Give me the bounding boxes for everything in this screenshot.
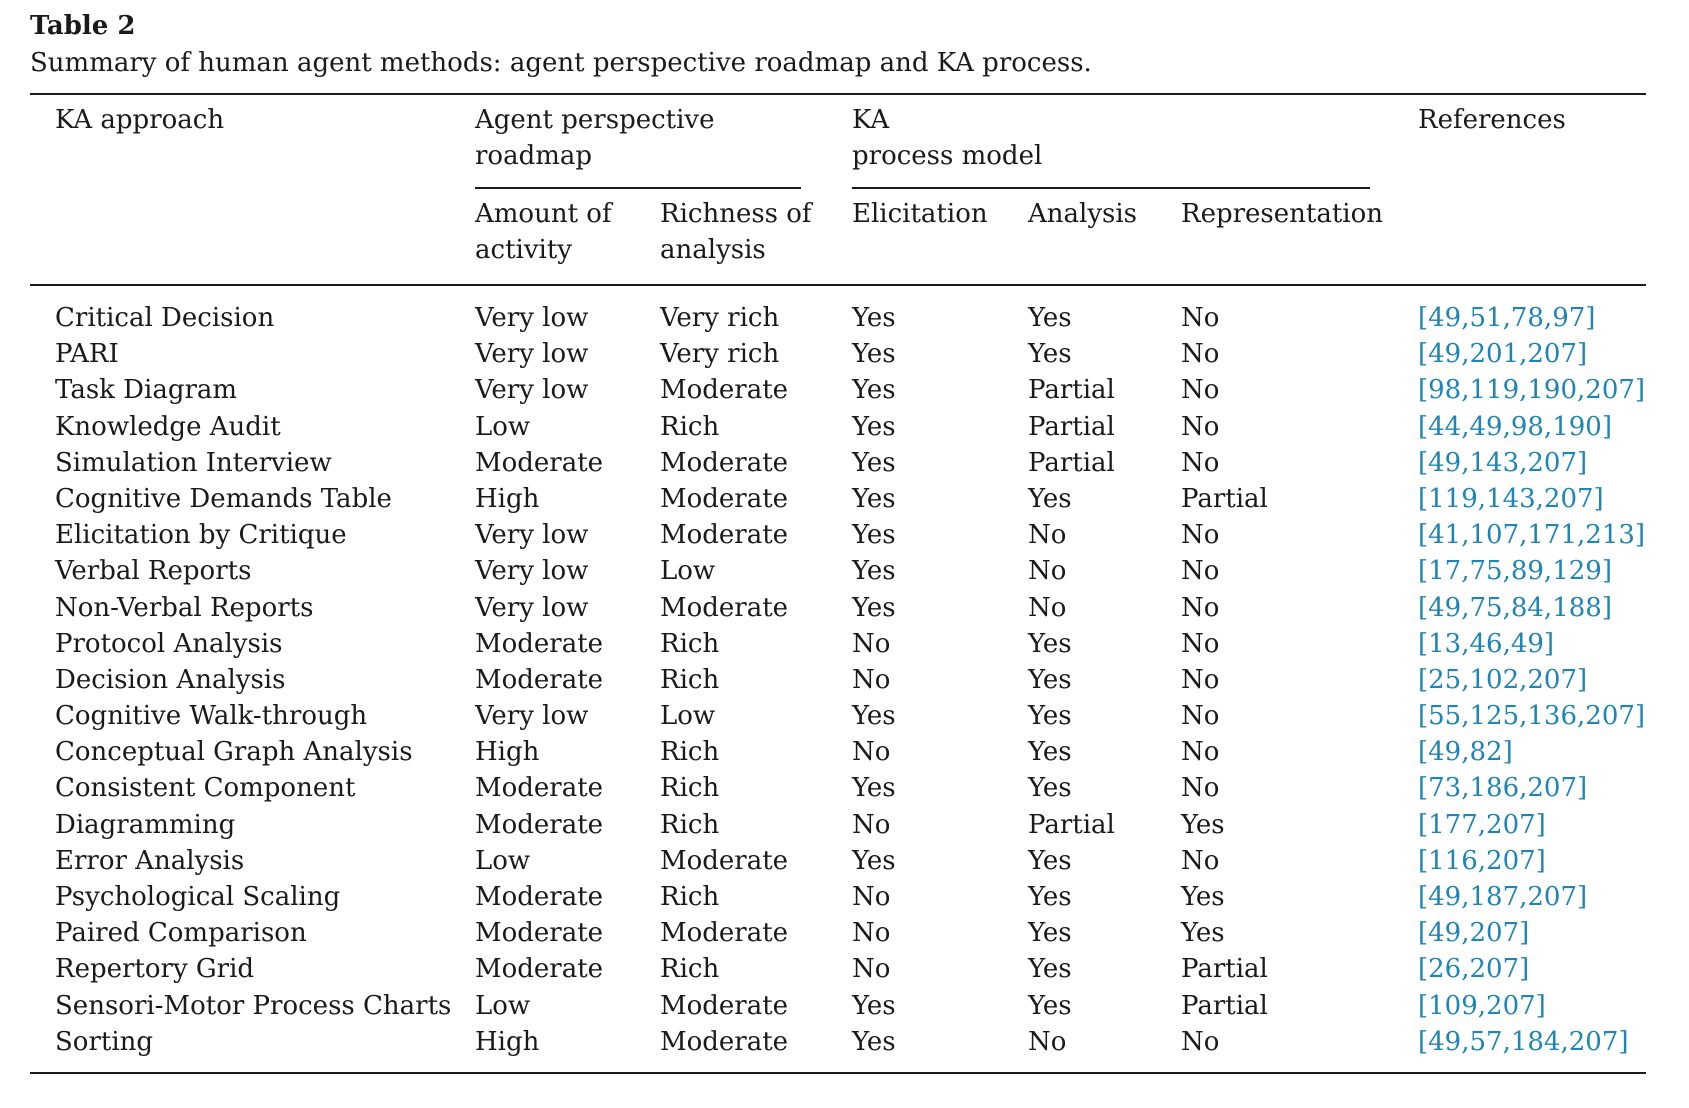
table-row	[0, 336, 1689, 372]
cell-analysis: Yes	[1028, 664, 1072, 695]
cell-amount: Very low	[475, 520, 589, 551]
header-agent-group-line1: Agent perspective	[475, 105, 715, 135]
cell-representation: No	[1181, 303, 1220, 333]
table-row	[0, 553, 1689, 589]
reference-link[interactable]: [49,51,78,97]	[1418, 303, 1596, 333]
cell-amount: Moderate	[475, 882, 604, 912]
cell-approach: Consistent Component	[55, 773, 356, 804]
header-richness-line2: analysis	[660, 235, 766, 265]
table-row	[0, 590, 1689, 626]
reference-link[interactable]: [49,207]	[1418, 918, 1530, 949]
cell-amount: Very low	[475, 556, 589, 587]
cell-approach: Error Analysis	[55, 845, 245, 876]
cell-representation: No	[1181, 556, 1220, 587]
reference-link[interactable]: [26,207]	[1418, 954, 1530, 985]
cell-amount: High	[475, 737, 540, 768]
cell-representation: No	[1181, 737, 1220, 768]
cell-analysis: No	[1028, 556, 1067, 587]
reference-link[interactable]: [73,186,207]	[1418, 773, 1588, 804]
cell-elicitation: Yes	[852, 990, 896, 1021]
reference-link[interactable]: [98,119,190,207]	[1418, 375, 1646, 406]
cell-analysis: Yes	[1028, 845, 1072, 876]
cell-amount: Low	[475, 845, 531, 876]
cell-representation: No	[1181, 447, 1220, 478]
cell-elicitation: Yes	[852, 375, 896, 406]
cell-analysis: No	[1028, 1026, 1067, 1057]
reference-link[interactable]: [119,143,207]	[1418, 483, 1604, 514]
cell-amount: Moderate	[475, 447, 604, 478]
table-row	[0, 951, 1689, 987]
header-agent-group-line2: roadmap	[475, 141, 593, 171]
cell-amount: Moderate	[475, 664, 604, 695]
reference-link[interactable]: [17,75,89,129]	[1418, 556, 1612, 587]
cell-richness: Rich	[660, 882, 720, 912]
cell-amount: Low	[475, 411, 531, 442]
cell-amount: Very low	[475, 339, 589, 370]
cell-richness: Moderate	[660, 447, 789, 478]
cell-analysis: Partial	[1028, 411, 1115, 442]
cell-analysis: Yes	[1028, 918, 1072, 949]
table-row	[0, 662, 1689, 698]
cell-representation: No	[1181, 701, 1220, 732]
reference-link[interactable]: [44,49,98,190]	[1418, 411, 1612, 442]
reference-link[interactable]: [49,57,184,207]	[1418, 1026, 1629, 1057]
header-ka-group-line2: process model	[852, 141, 1043, 171]
top-rule	[30, 93, 1646, 95]
table-row	[0, 807, 1689, 843]
cell-approach: Repertory Grid	[55, 954, 255, 985]
reference-link[interactable]: [49,82]	[1418, 737, 1513, 768]
cell-analysis: Partial	[1028, 447, 1115, 478]
cell-approach: Cognitive Walk-through	[55, 701, 368, 732]
reference-link[interactable]: [49,143,207]	[1418, 447, 1588, 478]
cell-elicitation: No	[852, 664, 891, 695]
cell-analysis: Yes	[1028, 303, 1072, 333]
cell-richness: Moderate	[660, 845, 789, 876]
header-ka-group-line1: KA	[852, 105, 890, 135]
table-caption: Summary of human agent methods: agent perspective roadmap and KA process.	[30, 48, 1092, 78]
cell-elicitation: Yes	[852, 845, 896, 876]
table-row	[0, 734, 1689, 770]
cell-representation: No	[1181, 845, 1220, 876]
cell-analysis: Yes	[1028, 990, 1072, 1021]
cell-representation: Yes	[1181, 882, 1225, 912]
cell-richness: Moderate	[660, 483, 789, 514]
table-row	[0, 300, 1689, 336]
cell-amount: High	[475, 483, 540, 514]
cell-representation: No	[1181, 339, 1220, 370]
header-references: References	[1418, 105, 1566, 135]
cell-representation: No	[1181, 592, 1220, 623]
cell-approach: Psychological Scaling	[55, 882, 341, 912]
table-row	[0, 481, 1689, 517]
cell-approach: Non-Verbal Reports	[55, 592, 314, 623]
cell-elicitation: Yes	[852, 339, 896, 370]
cell-richness: Moderate	[660, 918, 789, 949]
cell-elicitation: Yes	[852, 701, 896, 732]
cell-representation: Partial	[1181, 483, 1268, 514]
cell-elicitation: Yes	[852, 411, 896, 442]
header-amount-line2: activity	[475, 235, 572, 265]
cell-representation: No	[1181, 628, 1220, 659]
cell-richness: Rich	[660, 773, 720, 804]
cell-representation: Yes	[1181, 918, 1225, 949]
cell-representation: Yes	[1181, 809, 1225, 840]
header-amount-line1: Amount of	[475, 199, 612, 229]
cell-elicitation: No	[852, 882, 891, 912]
cell-richness: Moderate	[660, 1026, 789, 1057]
cell-representation: No	[1181, 664, 1220, 695]
cell-amount: Moderate	[475, 628, 604, 659]
cell-richness: Low	[660, 556, 716, 587]
cell-richness: Rich	[660, 737, 720, 768]
bottom-rule	[30, 1072, 1646, 1074]
header-richness-line1: Richness of	[660, 199, 812, 229]
cell-analysis: Yes	[1028, 339, 1072, 370]
cell-amount: Moderate	[475, 809, 604, 840]
cell-approach: Verbal Reports	[55, 556, 252, 587]
cell-elicitation: No	[852, 954, 891, 985]
cell-richness: Rich	[660, 954, 720, 985]
table-row	[0, 843, 1689, 879]
cell-amount: Moderate	[475, 954, 604, 985]
cell-approach: Sensori-Motor Process Charts	[55, 990, 452, 1021]
cell-elicitation: Yes	[852, 447, 896, 478]
cell-amount: High	[475, 1026, 540, 1057]
cell-richness: Moderate	[660, 520, 789, 551]
cell-representation: Partial	[1181, 954, 1268, 985]
cell-approach: Task Diagram	[55, 375, 238, 406]
cell-elicitation: No	[852, 737, 891, 768]
reference-link[interactable]: [116,207]	[1418, 845, 1546, 876]
cell-richness: Moderate	[660, 990, 789, 1021]
ka-group-underline	[852, 187, 1370, 189]
cell-analysis: Yes	[1028, 737, 1072, 768]
header-elicitation: Elicitation	[852, 199, 988, 229]
cell-richness: Rich	[660, 628, 720, 659]
table-body	[0, 300, 1689, 1060]
reference-link[interactable]: [41,107,171,213]	[1418, 520, 1646, 551]
cell-elicitation: Yes	[852, 556, 896, 587]
cell-approach: Elicitation by Critique	[55, 520, 347, 551]
table-row	[0, 988, 1689, 1024]
cell-approach: Sorting	[55, 1026, 154, 1057]
cell-representation: No	[1181, 1026, 1220, 1057]
table-row	[0, 698, 1689, 734]
table-row	[0, 1024, 1689, 1060]
cell-analysis: Yes	[1028, 483, 1072, 514]
reference-link[interactable]: [55,125,136,207]	[1418, 701, 1646, 732]
cell-analysis: No	[1028, 592, 1067, 623]
cell-amount: Moderate	[475, 773, 604, 804]
cell-approach: PARI	[55, 339, 119, 370]
table-row	[0, 372, 1689, 408]
cell-richness: Moderate	[660, 375, 789, 406]
reference-link[interactable]: [109,207]	[1418, 990, 1546, 1021]
cell-elicitation: Yes	[852, 520, 896, 551]
cell-representation: No	[1181, 375, 1220, 406]
table-row	[0, 770, 1689, 806]
table-row	[0, 879, 1689, 915]
reference-link[interactable]: [13,46,49]	[1418, 628, 1555, 659]
cell-approach: Cognitive Demands Table	[55, 483, 392, 514]
cell-approach: Decision Analysis	[55, 664, 286, 695]
cell-analysis: Partial	[1028, 809, 1115, 840]
cell-analysis: No	[1028, 520, 1067, 551]
table-row	[0, 517, 1689, 553]
cell-richness: Moderate	[660, 592, 789, 623]
header-representation: Representation	[1181, 199, 1384, 229]
cell-elicitation: Yes	[852, 773, 896, 804]
cell-elicitation: No	[852, 809, 891, 840]
reference-link[interactable]: [49,201,207]	[1418, 339, 1588, 370]
cell-analysis: Yes	[1028, 701, 1072, 732]
agent-group-underline	[475, 187, 801, 189]
cell-elicitation: Yes	[852, 483, 896, 514]
cell-approach: Simulation Interview	[55, 447, 332, 478]
table-row	[0, 445, 1689, 481]
reference-link[interactable]: [49,75,84,188]	[1418, 592, 1612, 623]
cell-amount: Very low	[475, 592, 589, 623]
cell-amount: Moderate	[475, 918, 604, 949]
cell-amount: Low	[475, 990, 531, 1021]
header-ka-approach: KA approach	[55, 105, 225, 135]
reference-link[interactable]: [177,207]	[1418, 809, 1546, 840]
cell-approach: Diagramming	[55, 809, 236, 840]
cell-analysis: Partial	[1028, 375, 1115, 406]
cell-elicitation: Yes	[852, 1026, 896, 1057]
cell-elicitation: No	[852, 918, 891, 949]
cell-representation: No	[1181, 520, 1220, 551]
cell-richness: Very rich	[660, 303, 780, 333]
cell-amount: Very low	[475, 303, 589, 333]
cell-representation: No	[1181, 411, 1220, 442]
cell-elicitation: Yes	[852, 592, 896, 623]
cell-richness: Rich	[660, 809, 720, 840]
cell-approach: Protocol Analysis	[55, 628, 283, 659]
cell-amount: Very low	[475, 701, 589, 732]
cell-analysis: Yes	[1028, 773, 1072, 804]
cell-analysis: Yes	[1028, 954, 1072, 985]
table-row	[0, 915, 1689, 951]
cell-richness: Very rich	[660, 339, 780, 370]
cell-richness: Rich	[660, 411, 720, 442]
cell-approach: Paired Comparison	[55, 918, 307, 949]
reference-link[interactable]: [49,187,207]	[1418, 882, 1588, 912]
cell-approach: Knowledge Audit	[55, 411, 281, 442]
cell-approach: Conceptual Graph Analysis	[55, 737, 413, 768]
cell-representation: No	[1181, 773, 1220, 804]
cell-elicitation: Yes	[852, 303, 896, 333]
cell-analysis: Yes	[1028, 628, 1072, 659]
cell-elicitation: No	[852, 628, 891, 659]
table-row	[0, 626, 1689, 662]
cell-approach: Critical Decision	[55, 303, 275, 333]
header-rule	[30, 284, 1646, 286]
cell-richness: Low	[660, 701, 716, 732]
cell-analysis: Yes	[1028, 882, 1072, 912]
cell-representation: Partial	[1181, 990, 1268, 1021]
table-row	[0, 409, 1689, 445]
header-analysis: Analysis	[1028, 199, 1138, 229]
cell-amount: Very low	[475, 375, 589, 406]
cell-richness: Rich	[660, 664, 720, 695]
table-label: Table 2	[30, 11, 136, 41]
reference-link[interactable]: [25,102,207]	[1418, 664, 1588, 695]
